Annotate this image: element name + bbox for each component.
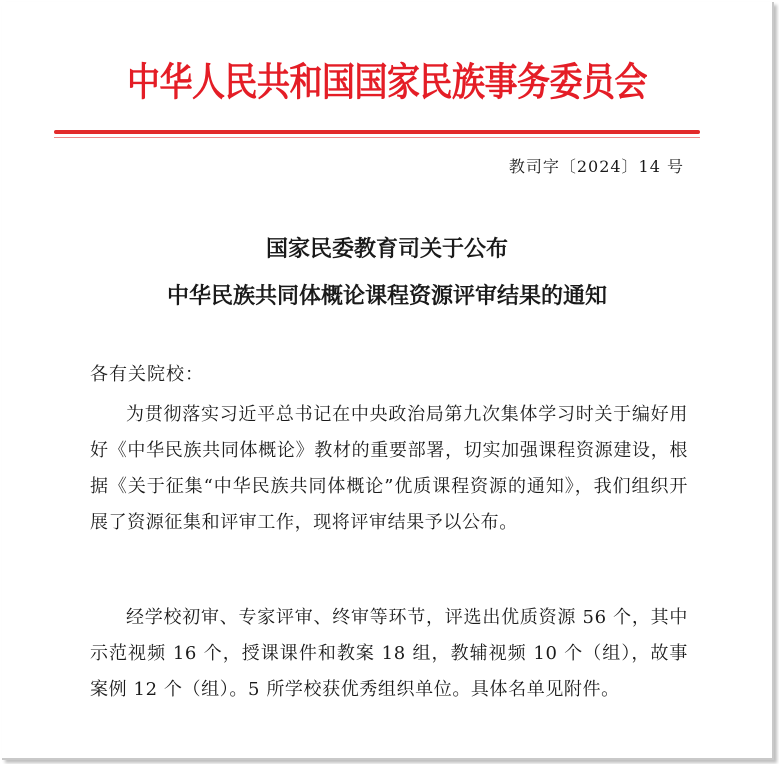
document-page <box>2 2 774 760</box>
red-header-rule-thin <box>54 137 700 138</box>
body-paragraph: 为贯彻落实习近平总书记在中央政治局第九次集体学习时关于编好用好《中华民族共同体概论》教材的重要部署，切实加强课程资源建设，根据《关于征集“中华民族共同体概论”优质课程资源的通知》，我们组织开展了资源征集和评审工作，现将评审结果予以公布。 <box>90 404 688 533</box>
document-title-line-1: 国家民委教育司关于公布 <box>265 237 508 262</box>
document-number: 教司字〔2024〕14 号 <box>508 157 684 176</box>
red-header-rule <box>54 130 700 134</box>
issuing-authority-header: 中华人民共和国国家民族事务委员会 <box>127 59 647 106</box>
salutation: 各有关院校： <box>90 364 204 385</box>
document-title-line-2: 中华民族共同体概论课程资源评审结果的通知 <box>166 284 607 309</box>
body-paragraph: 经学校初审、专家评审、终审等环节，评选出优质资源 56 个，其中示范视频 16 个，授课课件和教案 18 组，教辅视频 10 个（组），故事案例 12 个（组）。5 所学校获优秀组织单位。具体名单见附件。 <box>90 607 688 700</box>
